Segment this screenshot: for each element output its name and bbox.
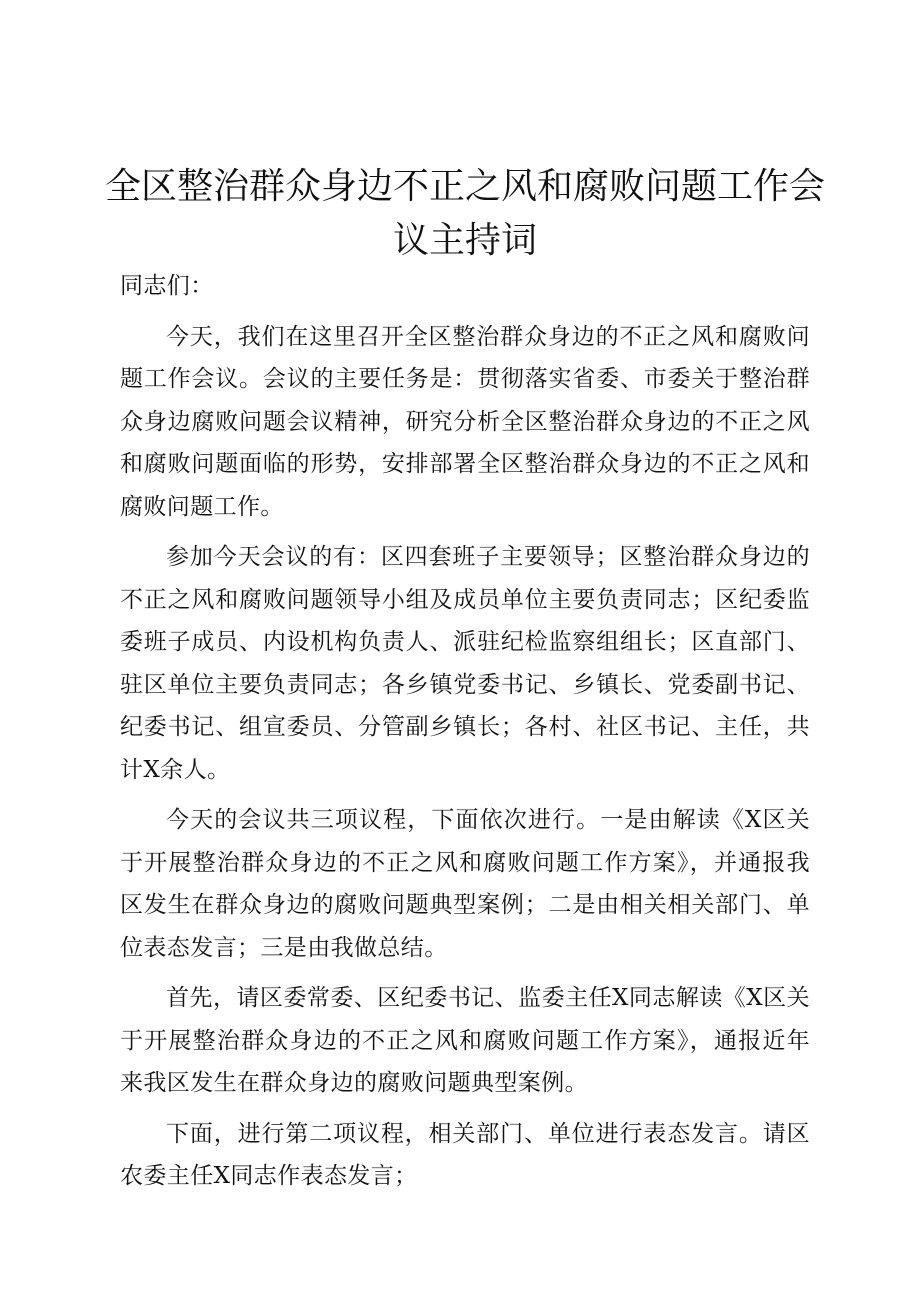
paragraph-attendees: 参加今天会议的有：区四套班子主要领导；区整治群众身边的不正之风和腐败问题领导小组及成员单位主要负责同志；区纪委监委班子成员、内设机构负责人、派驻纪检监察组组长；区直部门、驻区单位主要负责同志；各乡镇党委书记、乡镇长、党委副书记、纪委书记、组宣委员、分管副乡镇长；各村、社区书记、主任，共计X余人。: [120, 544, 810, 783]
paragraph-agenda: 今天的会议共三项议程，下面依次进行。一是由解读《X区关于开展整治群众身边的不正之风和腐败问题工作方案》，并通报我区发生在群众身边的腐败问题典型案例；二是由相关相关部门、单位表态发言；三是由我做总结。: [120, 807, 810, 961]
paragraph-first-item: 首先，请区委常委、区纪委书记、监委主任X同志解读《X区关于开展整治群众身边的不正之风和腐败问题工作方案》，通报近年来我区发生在群众身边的腐败问题典型案例。: [120, 985, 810, 1096]
salutation: 同志们：: [120, 273, 214, 299]
paragraph-opening: 今天，我们在这里召开全区整治群众身边的不正之风和腐败问题工作会议。会议的主要任务是：贯彻落实省委、市委关于整治群众身边腐败问题会议精神，研究分析全区整治群众身边的不正之风和腐败问题面临的形势，安排部署全区整治群众身边的不正之风和腐败问题工作。: [120, 323, 810, 520]
document-title: 全区整治群众身边不正之风和腐败问题工作会议主持词: [104, 166, 825, 261]
paragraph-second-item: 下面，进行第二项议程，相关部门、单位进行表态发言。请区农委主任X同志作表态发言；: [120, 1120, 810, 1189]
document-body: [120, 265, 810, 1206]
